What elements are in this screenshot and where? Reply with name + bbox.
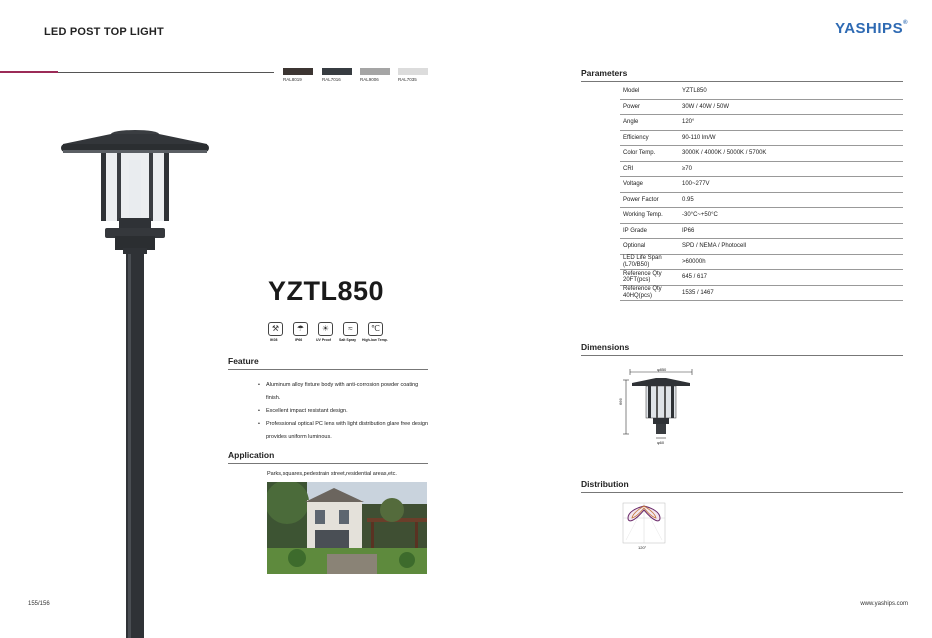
table-row <box>620 270 903 286</box>
water-drop-icon: ☂ <box>293 322 308 336</box>
feature-item: • Excellent impact resistant design. <box>258 405 434 418</box>
icon-label: Salt Spray <box>339 338 357 342</box>
dimension-base-label: φ60 <box>657 440 665 445</box>
distribution-angle-label: 120° <box>638 545 647 550</box>
param-value: 0.95 <box>679 192 903 208</box>
color-swatch-1 <box>322 68 352 75</box>
feature-item: • Aluminum alloy fixture body with anti-corrosion powder coating finish. <box>258 379 434 405</box>
table-row <box>620 84 903 99</box>
icon-label: IK08 <box>270 338 278 342</box>
application-heading: Application <box>228 450 275 460</box>
param-value: -30°C~+50°C <box>679 208 903 224</box>
icon-label: UV Proof <box>316 338 331 342</box>
icon-label: High-low Temp. <box>362 338 388 342</box>
param-value: 3000K / 4000K / 5000K / 5700K <box>679 146 903 162</box>
dimensions-divider <box>581 355 903 356</box>
accent-line <box>0 71 58 73</box>
param-value: 645 / 617 <box>679 270 903 286</box>
model-title: YZTL850 <box>268 276 385 306</box>
icon-label: IP66 <box>295 338 303 342</box>
param-value: 120° <box>679 115 903 131</box>
param-value: 90-110 lm/W <box>679 130 903 146</box>
distribution-heading: Distribution <box>581 479 629 489</box>
parameters-divider <box>581 81 903 82</box>
sun-icon: ☀ <box>318 322 333 336</box>
table-row <box>620 285 903 301</box>
param-key: Efficiency <box>620 130 679 146</box>
table-row <box>620 130 903 146</box>
param-key: Reference Qty 20FT(pcs) <box>620 270 679 286</box>
page-number: 155/156 <box>28 601 50 607</box>
table-row <box>620 239 903 255</box>
hammer-icon: ⚒ <box>268 322 283 336</box>
table-row <box>620 99 903 115</box>
light-distribution-diagram <box>622 502 666 544</box>
brand-logo: YASHIPS® <box>835 20 908 37</box>
color-swatch-2 <box>360 68 390 75</box>
distribution-divider <box>581 492 903 493</box>
param-value: IP66 <box>679 223 903 239</box>
table-row <box>620 146 903 162</box>
param-key: Color Temp. <box>620 146 679 162</box>
swatch-label: RAL7016 <box>322 77 341 82</box>
param-key: IP Grade <box>620 223 679 239</box>
application-photo <box>267 482 427 574</box>
param-key: CRI <box>620 161 679 177</box>
swatch-label: RAL9006 <box>360 77 379 82</box>
dimensions-drawing <box>618 366 704 448</box>
table-row <box>620 254 903 270</box>
color-swatch-3 <box>398 68 428 75</box>
parameters-table <box>620 84 903 301</box>
website-url: www.yaships.com <box>860 601 908 607</box>
swatch-label: RAL7035 <box>398 77 417 82</box>
feature-list <box>258 379 434 444</box>
param-key: Working Temp. <box>620 208 679 224</box>
table-row <box>620 161 903 177</box>
param-value: 1535 / 1467 <box>679 285 903 301</box>
table-row <box>620 115 903 131</box>
param-key: LED Life Span (L70/B50) <box>620 254 679 270</box>
param-key: Model <box>620 84 679 99</box>
param-key: Angle <box>620 115 679 131</box>
dimension-height-label: 666 <box>618 398 623 405</box>
salt-spray-icon: ≈ <box>343 322 358 336</box>
feature-item: • Professional optical PC lens with light distribution glare free design provides uniform luminous. <box>258 418 434 444</box>
dimensions-heading: Dimensions <box>581 342 630 352</box>
table-row <box>620 208 903 224</box>
param-key: Reference Qty 40HQ(pcs) <box>620 285 679 301</box>
param-key: Power <box>620 99 679 115</box>
application-divider <box>228 463 428 464</box>
param-value: ≥70 <box>679 161 903 177</box>
param-value: >60000h <box>679 254 903 270</box>
feature-heading: Feature <box>228 356 259 366</box>
param-value: SPD / NEMA / Photocell <box>679 239 903 255</box>
table-row <box>620 192 903 208</box>
param-value: YZTL850 <box>679 84 903 99</box>
param-value: 100~277V <box>679 177 903 193</box>
param-key: Power Factor <box>620 192 679 208</box>
dimension-width-label: φ850 <box>657 367 667 372</box>
color-swatch-0 <box>283 68 313 75</box>
param-key: Voltage <box>620 177 679 193</box>
feature-divider <box>228 369 428 370</box>
param-key: Optional <box>620 239 679 255</box>
application-text: Parks,squares,pedestrain street,residential areas,etc. <box>267 471 397 477</box>
page-title: LED POST TOP LIGHT <box>44 26 164 38</box>
table-row <box>620 177 903 193</box>
parameters-heading: Parameters <box>581 68 628 78</box>
product-illustration <box>55 120 215 638</box>
header-divider <box>58 72 274 73</box>
swatch-label: RAL8019 <box>283 77 302 82</box>
param-value: 30W / 40W / 50W <box>679 99 903 115</box>
table-row <box>620 223 903 239</box>
thermometer-icon: ℃ <box>368 322 383 336</box>
